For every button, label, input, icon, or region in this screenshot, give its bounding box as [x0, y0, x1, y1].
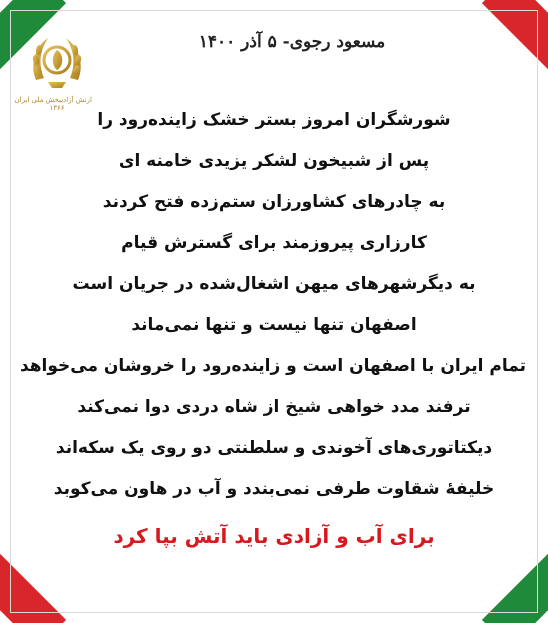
statement-line: به چادرهای کشاورزان ستم‌زده فتح کردند — [102, 192, 446, 212]
statement-line: تمام ایران با اصفهان است و زاینده‌رود را خروشان می‌خواهد — [19, 356, 526, 376]
slogan: برای آب و آزادی باید آتش بپا کرد — [113, 524, 435, 548]
statement-line: کارزاری پیروزمند برای گسترش قیام — [121, 233, 427, 253]
statement-line: ترفند مدد خواهی شیخ از شاه دردی دوا نمی‌کند — [77, 397, 471, 417]
statement-line: دیکتاتوری‌های آخوندی و سلطنتی دو روی یک سکه‌اند — [55, 438, 493, 458]
statement-line: اصفهان تنها نیست و تنها نمی‌ماند — [131, 315, 417, 335]
poster-content — [14, 18, 526, 607]
statement-line: به دیگرشهرهای میهن اشغال‌شده در جریان است — [72, 274, 476, 294]
lion-sun-wheat-emblem-icon — [26, 30, 88, 92]
logo-caption-text: ارتش آزادیبخش ملی ایران — [14, 96, 92, 104]
logo-year: ۱۳۶۶ — [49, 104, 65, 112]
page-title: مسعود رجوی- ۵ آذر ۱۴۰۰ — [198, 32, 386, 52]
statement-line: پس از شبیخون لشکر یزیدی خامنه ای — [118, 151, 430, 171]
statement-line: خلیفهٔ شقاوت طرفی نمی‌بندد و آب در هاون می‌کوبد — [53, 479, 495, 499]
statement-lines — [19, 100, 526, 510]
statement-line: شورشگران امروز بستر خشک زاینده‌رود را — [97, 110, 451, 130]
